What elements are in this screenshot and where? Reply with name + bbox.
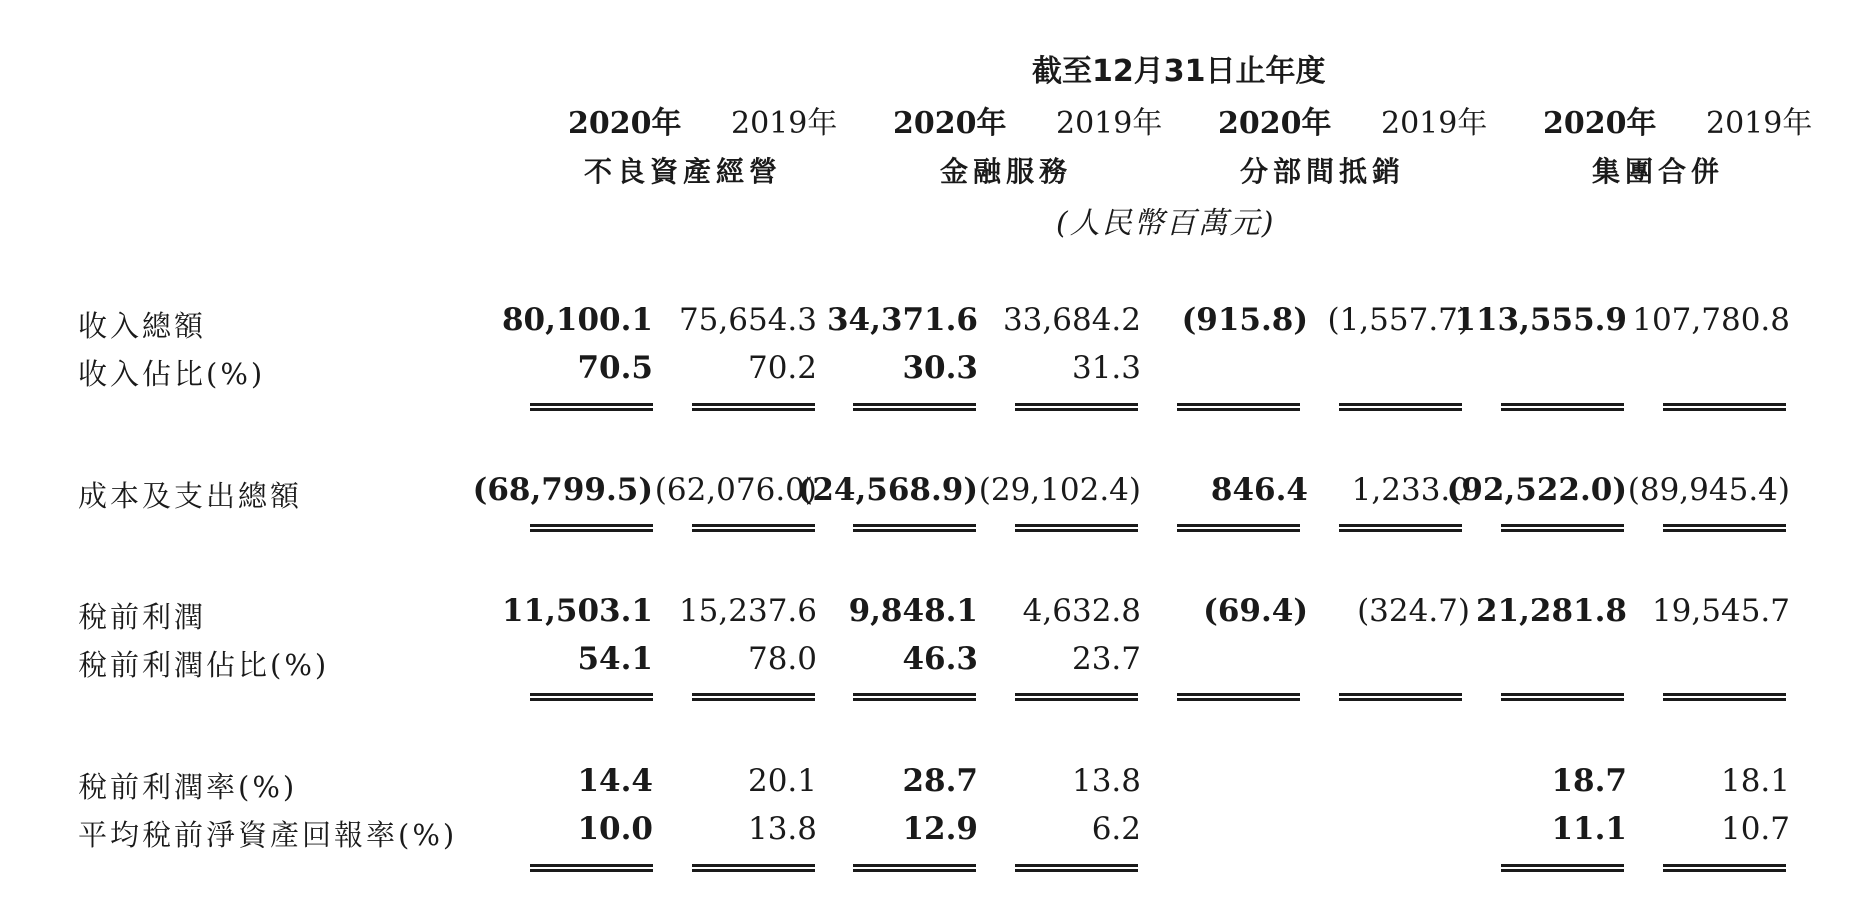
cell-value: 1,233.0 [1351, 472, 1470, 508]
row-label: 稅前利潤 [78, 600, 207, 634]
segment-heading-consolidated: 集團合併 [1592, 155, 1725, 188]
double-underline [1339, 403, 1462, 411]
cell-value: (915.8) [1181, 302, 1308, 338]
cell-value: 18.1 [1720, 763, 1790, 799]
cell-value: (29,102.4) [978, 472, 1141, 508]
cell-value: (69.4) [1203, 593, 1308, 629]
cell-value: (62,076.0) [654, 472, 817, 508]
cell-value: 18.7 [1551, 763, 1627, 799]
double-underline [1663, 403, 1786, 411]
double-underline [1501, 864, 1624, 872]
double-underline [1663, 524, 1786, 532]
cell-value: 80,100.1 [501, 302, 653, 338]
row-label: 稅前利潤佔比(%) [78, 648, 330, 682]
cell-value: (324.7) [1357, 593, 1470, 629]
cell-value: 75,654.3 [678, 302, 817, 338]
double-underline [853, 693, 976, 701]
cell-value: 23.7 [1071, 641, 1141, 677]
double-underline [1501, 524, 1624, 532]
double-underline [1501, 693, 1624, 701]
double-underline [1339, 693, 1462, 701]
cell-value: (68,799.5) [472, 472, 653, 508]
cell-value: 12.9 [902, 811, 978, 847]
cell-value: 11.1 [1551, 811, 1627, 847]
double-underline [1663, 693, 1786, 701]
cell-value: (1,557.7) [1327, 302, 1470, 338]
cell-value: 54.1 [577, 641, 653, 677]
cell-value: 31.3 [1071, 350, 1141, 386]
row-label: 成本及支出總額 [78, 479, 303, 513]
double-underline [1015, 403, 1138, 411]
year-heading: 2019年 [1706, 106, 1813, 141]
double-underline [1177, 403, 1300, 411]
cell-value: (24,568.9) [797, 472, 978, 508]
double-underline [692, 403, 815, 411]
double-underline [853, 403, 976, 411]
double-underline [1015, 864, 1138, 872]
segment-heading-distressed-assets: 不良資產經營 [584, 155, 783, 188]
double-underline [1015, 524, 1138, 532]
cell-value: 46.3 [902, 641, 978, 677]
cell-value: 21,281.8 [1475, 593, 1627, 629]
cell-value: 28.7 [902, 763, 978, 799]
cell-value: 14.4 [577, 763, 653, 799]
unit-note: (人民幣百萬元) [1056, 206, 1276, 241]
cell-value: 6.2 [1091, 811, 1141, 847]
year-heading: 2019年 [1056, 106, 1163, 141]
cell-value: 19,545.7 [1651, 593, 1790, 629]
year-heading: 2019年 [1381, 106, 1488, 141]
row-label: 收入佔比(%) [78, 357, 266, 391]
year-heading: 2019年 [731, 106, 838, 141]
year-heading: 2020年 [1543, 106, 1657, 141]
cell-value: 10.0 [577, 811, 653, 847]
year-heading: 2020年 [1218, 106, 1332, 141]
cell-value: 13.8 [747, 811, 817, 847]
double-underline [530, 524, 653, 532]
double-underline [1501, 403, 1624, 411]
cell-value: 15,237.6 [678, 593, 817, 629]
segment-heading-financial-services: 金融服務 [940, 155, 1073, 188]
year-heading: 2020年 [568, 106, 682, 141]
cell-value: 846.4 [1210, 472, 1308, 508]
cell-value: 20.1 [747, 763, 817, 799]
cell-value: 10.7 [1720, 811, 1790, 847]
cell-value: 113,555.9 [1454, 302, 1627, 338]
double-underline [1339, 524, 1462, 532]
row-label: 平均稅前淨資產回報率(%) [78, 818, 458, 852]
cell-value: 30.3 [902, 350, 978, 386]
cell-value: 13.8 [1071, 763, 1141, 799]
cell-value: 11,503.1 [501, 593, 653, 629]
cell-value: 34,371.6 [826, 302, 978, 338]
segment-heading-eliminations: 分部間抵銷 [1240, 155, 1406, 188]
cell-value: 4,632.8 [1022, 593, 1141, 629]
double-underline [1177, 693, 1300, 701]
cell-value: 70.2 [747, 350, 817, 386]
cell-value: (92,522.0) [1446, 472, 1627, 508]
double-underline [1015, 693, 1138, 701]
double-underline [530, 693, 653, 701]
cell-value: 70.5 [577, 350, 653, 386]
cell-value: 9,848.1 [848, 593, 978, 629]
double-underline [530, 864, 653, 872]
double-underline [853, 864, 976, 872]
double-underline [692, 524, 815, 532]
double-underline [530, 403, 653, 411]
row-label: 稅前利潤率(%) [78, 770, 298, 804]
cell-value: 33,684.2 [1002, 302, 1141, 338]
cell-value: (89,945.4) [1627, 472, 1790, 508]
double-underline [692, 864, 815, 872]
double-underline [1663, 864, 1786, 872]
cell-value: 107,780.8 [1632, 302, 1790, 338]
double-underline [1177, 524, 1300, 532]
double-underline [853, 524, 976, 532]
cell-value: 78.0 [747, 641, 817, 677]
double-underline [692, 693, 815, 701]
row-label: 收入總額 [78, 309, 207, 343]
period-heading: 截至12月31日止年度 [1032, 54, 1326, 89]
year-heading: 2020年 [893, 106, 1007, 141]
